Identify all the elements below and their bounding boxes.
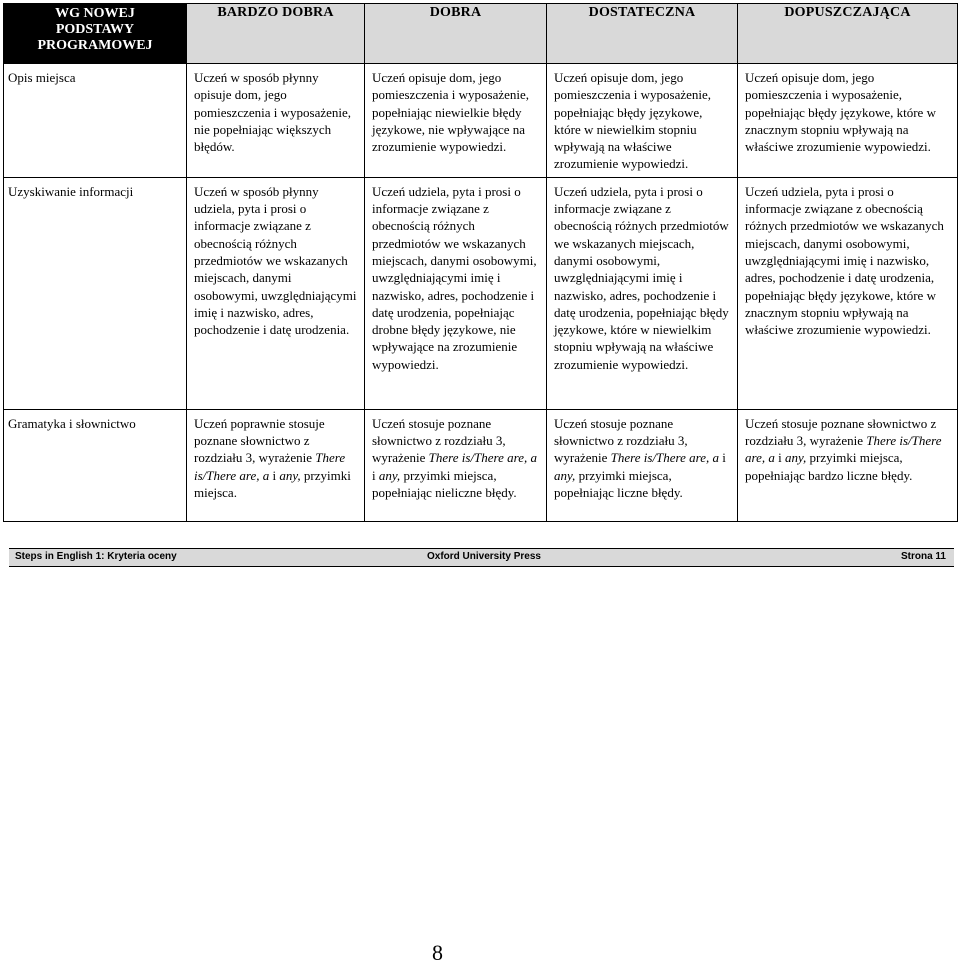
- page-number: 8: [432, 940, 443, 965]
- criteria-cell: Uczeń udziela, pyta i prosi o informacje związane z obecnością różnych przedmiotów we wskazanych miejscach, danymi osobowymi, uwzględniającymi imię i nazwisko, adres, pochodzenie i datę urodzenia, popełniając błędy językowe, które w znacznym stopniu wpływają na właściwe zrozumienie wypowiedzi.: [738, 177, 958, 409]
- row-label-opis-miejsca: Opis miejsca: [4, 64, 187, 178]
- footer-title: Steps in English 1: Kryteria oceny: [15, 551, 177, 562]
- criteria-cell: Uczeń stosuje poznane słownictwo z rozdziału 3, wyrażenie There is/There are, a i any, przyimki miejsca, popełniając liczne błędy.: [547, 409, 738, 521]
- criteria-cell: Uczeń opisuje dom, jego pomieszczenia i wyposażenie, popełniając błędy językowe, które w znacznym stopniu wpływają na właściwe zrozumienie wypowiedzi.: [738, 64, 958, 178]
- table-row: [4, 409, 958, 521]
- level-header-dostateczna: DOSTATECZNA: [547, 4, 738, 64]
- criteria-cell: Uczeń opisuje dom, jego pomieszczenia i wyposażenie, popełniając niewielkie błędy językowe, nie wpływające na zrozumienie wypowiedzi.: [365, 64, 547, 178]
- criteria-cell: Uczeń udziela, pyta i prosi o informacje związane z obecnością różnych przedmiotów we wskazanych miejscach, danymi osobowymi, uwzględniającymi imię i nazwisko, adres, pochodzenie i datę urodzenia, popełniając błędy językowe, które w niewielkim stopniu wpływają na właściwe zrozumienie wypowiedzi.: [547, 177, 738, 409]
- level-header-dopuszczajaca: DOPUSZCZAJĄCA: [738, 4, 958, 64]
- level-header-dobra: DOBRA: [365, 4, 547, 64]
- criteria-cell: Uczeń w sposób płynny opisuje dom, jego pomieszczenia i wyposażenie, nie popełniając większych błędów.: [187, 64, 365, 178]
- footer-page: Strona 11: [900, 551, 946, 562]
- table-row: [4, 64, 958, 178]
- corner-header: [4, 4, 187, 64]
- level-header-bardzo-dobra: BARDZO DOBRA: [187, 4, 365, 64]
- table-row: [4, 177, 958, 409]
- page-footer: [9, 548, 954, 567]
- criteria-table: [3, 3, 958, 522]
- criteria-cell: Uczeń poprawnie stosuje poznane słownictwo z rozdziału 3, wyrażenie There is/There are, a i any, przyimki miejsca.: [187, 409, 365, 521]
- criteria-cell: Uczeń w sposób płynny udziela, pyta i prosi o informacje związane z obecnością różnych przedmiotów we wskazanych miejscach, danymi osobowymi, uwzględniającymi imię i nazwisko, adres, pochodzenie i datę urodzenia.: [187, 177, 365, 409]
- footer-publisher: Oxford University Press: [427, 551, 541, 562]
- criteria-cell: Uczeń opisuje dom, jego pomieszczenia i wyposażenie, popełniając błędy językowe, które w niewielkim stopniu wpływają na właściwe zrozumienie wypowiedzi.: [547, 64, 738, 178]
- criteria-cell: Uczeń stosuje poznane słownictwo z rozdziału 3, wyrażenie There is/There are, a i any, przyimki miejsca, popełniając nieliczne błędy.: [365, 409, 547, 521]
- criteria-cell: Uczeń stosuje poznane słownictwo z rozdziału 3, wyrażenie There is/There are, a i any, przyimki miejsca, popełniając bardzo liczne błędy.: [738, 409, 958, 521]
- corner-line: PROGRAMOWEJ: [37, 38, 153, 53]
- header-row: [4, 4, 958, 64]
- criteria-cell: Uczeń udziela, pyta i prosi o informacje związane z obecnością różnych przedmiotów we wskazanych miejscach, danymi osobowymi, uwzględniającymi imię i nazwisko, adres, pochodzenie i datę urodzenia, popełniając drobne błędy językowe, nie wpływające na zrozumienie wypowiedzi.: [365, 177, 547, 409]
- row-label-uzyskiwanie-informacji: Uzyskiwanie informacji: [4, 177, 187, 409]
- row-label-gramatyka-i-slownictwo: Gramatyka i słownictwo: [4, 409, 187, 521]
- corner-line: WG NOWEJ: [55, 6, 135, 21]
- corner-line: PODSTAWY: [55, 22, 135, 37]
